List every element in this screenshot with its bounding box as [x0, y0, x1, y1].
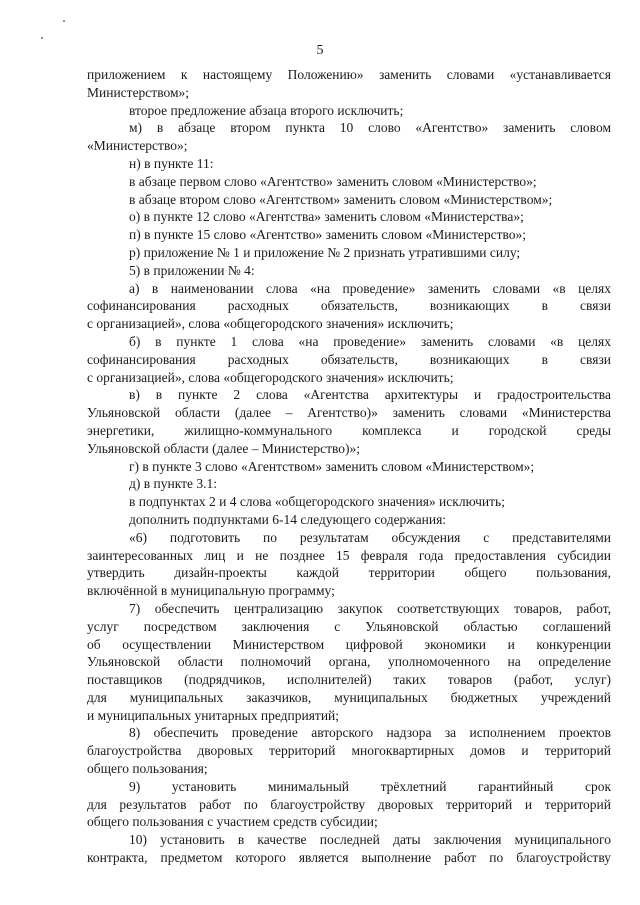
- text-line: софинансирования расходных обязательств, возникающих в связи: [87, 298, 611, 314]
- scan-speck: [41, 37, 43, 39]
- text-line: Ульяновской области полномочий органа, уполномоченного на определение: [87, 654, 611, 670]
- text-line: приложением к настоящему Положению» заменить словами «устанавливается: [87, 67, 611, 82]
- text-line: м) в абзаце втором пункта 10 слово «Агентство» заменить словом: [129, 120, 611, 136]
- text-line: «Министерство»;: [87, 138, 188, 154]
- text-line: включённой в муниципальную программу;: [87, 583, 335, 599]
- text-line: 5) в приложении № 4:: [129, 262, 255, 278]
- text-line: дополнить подпунктами 6-14 следующего содержания:: [129, 511, 447, 527]
- text-line: энергетики, жилищно-коммунального комплекса и городской среды: [87, 422, 611, 438]
- text-line: 10) установить в качестве последней даты заключения муниципального: [129, 832, 611, 848]
- text-line: а) в наименовании слова «на проведение» заменить словами «в целях: [129, 280, 611, 296]
- text-line: д) в пункте 3.1:: [129, 476, 217, 492]
- text-line: б) в пункте 1 слова «на проведение» заменить словами «в целях: [129, 333, 611, 349]
- text-line: Ульяновской области (далее – Агентство)» заменить словами «Министерства: [87, 405, 611, 421]
- text-line: поставщиков (подрядчиков, исполнителей) таких товаров (работ, услуг): [87, 672, 611, 688]
- text-line: «6) подготовить по результатам обсуждения с представителями: [129, 529, 611, 545]
- text-line: и муниципальных унитарных предприятий;: [87, 707, 340, 723]
- text-line: в абзаце первом слово «Агентство» заменить словом «Министерство»;: [129, 173, 537, 189]
- page-number: 5: [316, 43, 324, 58]
- text-line: софинансирования расходных обязательств, возникающих в связи: [87, 351, 611, 367]
- text-line: 8) обеспечить проведение авторского надзора за исполнением проектов: [129, 725, 611, 741]
- text-line: общего пользования;: [87, 761, 208, 777]
- text-line: п) в пункте 15 слово «Агентство» заменить словом «Министерство»;: [129, 227, 527, 243]
- text-line: Ульяновской области (далее – Министерство)»;: [87, 440, 361, 456]
- text-line: в) в пункте 2 слова «Агентства архитектуры и градостроительства: [129, 387, 611, 403]
- text-line: с организацией», слова «общегородского значения» исключить;: [87, 316, 454, 332]
- text-line: общего пользования с участием средств субсидии;: [87, 814, 378, 830]
- text-line: об осуществлении Министерством цифровой экономики и конкуренции: [87, 636, 611, 652]
- text-line: в подпунктах 2 и 4 слова «общегородского значения» исключить;: [129, 494, 505, 510]
- text-line: р) приложение № 1 и приложение № 2 признать утратившими силу;: [129, 244, 521, 260]
- text-line: благоустройства дворовых территорий многоквартирных домов и территорий: [87, 743, 611, 759]
- text-line: 9) установить минимальный трёхлетний гарантийный срок: [129, 778, 611, 794]
- text-line: Министерством»;: [87, 84, 190, 100]
- text-line: второе предложение абзаца второго исключить;: [129, 102, 404, 118]
- text-line: с организацией», слова «общегородского значения» исключить;: [87, 369, 454, 385]
- document-body: [87, 66, 611, 867]
- text-line: г) в пункте 3 слово «Агентством» заменить словом «Министерством»;: [129, 458, 535, 474]
- text-line: 7) обеспечить централизацию закупок соответствующих товаров, работ,: [129, 600, 611, 616]
- text-line: для результатов работ по благоустройству дворовых территорий и территорий: [87, 796, 611, 812]
- text-line: н) в пункте 11:: [129, 155, 214, 171]
- text-line: в абзаце втором слово «Агентством» заменить словом «Министерством»;: [129, 191, 553, 207]
- text-line: заинтересованных лиц и не позднее 15 февраля года предоставления субсидии: [87, 547, 611, 563]
- text-line: услуг посредством заключения с Ульяновской областью соглашений: [87, 618, 611, 634]
- text-line: утвердить дизайн-проекты каждой территории общего пользования,: [87, 565, 611, 581]
- scan-speck: [63, 20, 65, 22]
- text-line: контракта, предметом которого является выполнение работ по благоустройству: [87, 850, 611, 866]
- text-line: о) в пункте 12 слово «Агентства» заменить словом «Министерства»;: [129, 209, 524, 225]
- text-line: для муниципальных заказчиков, муниципальных бюджетных учреждений: [87, 689, 611, 705]
